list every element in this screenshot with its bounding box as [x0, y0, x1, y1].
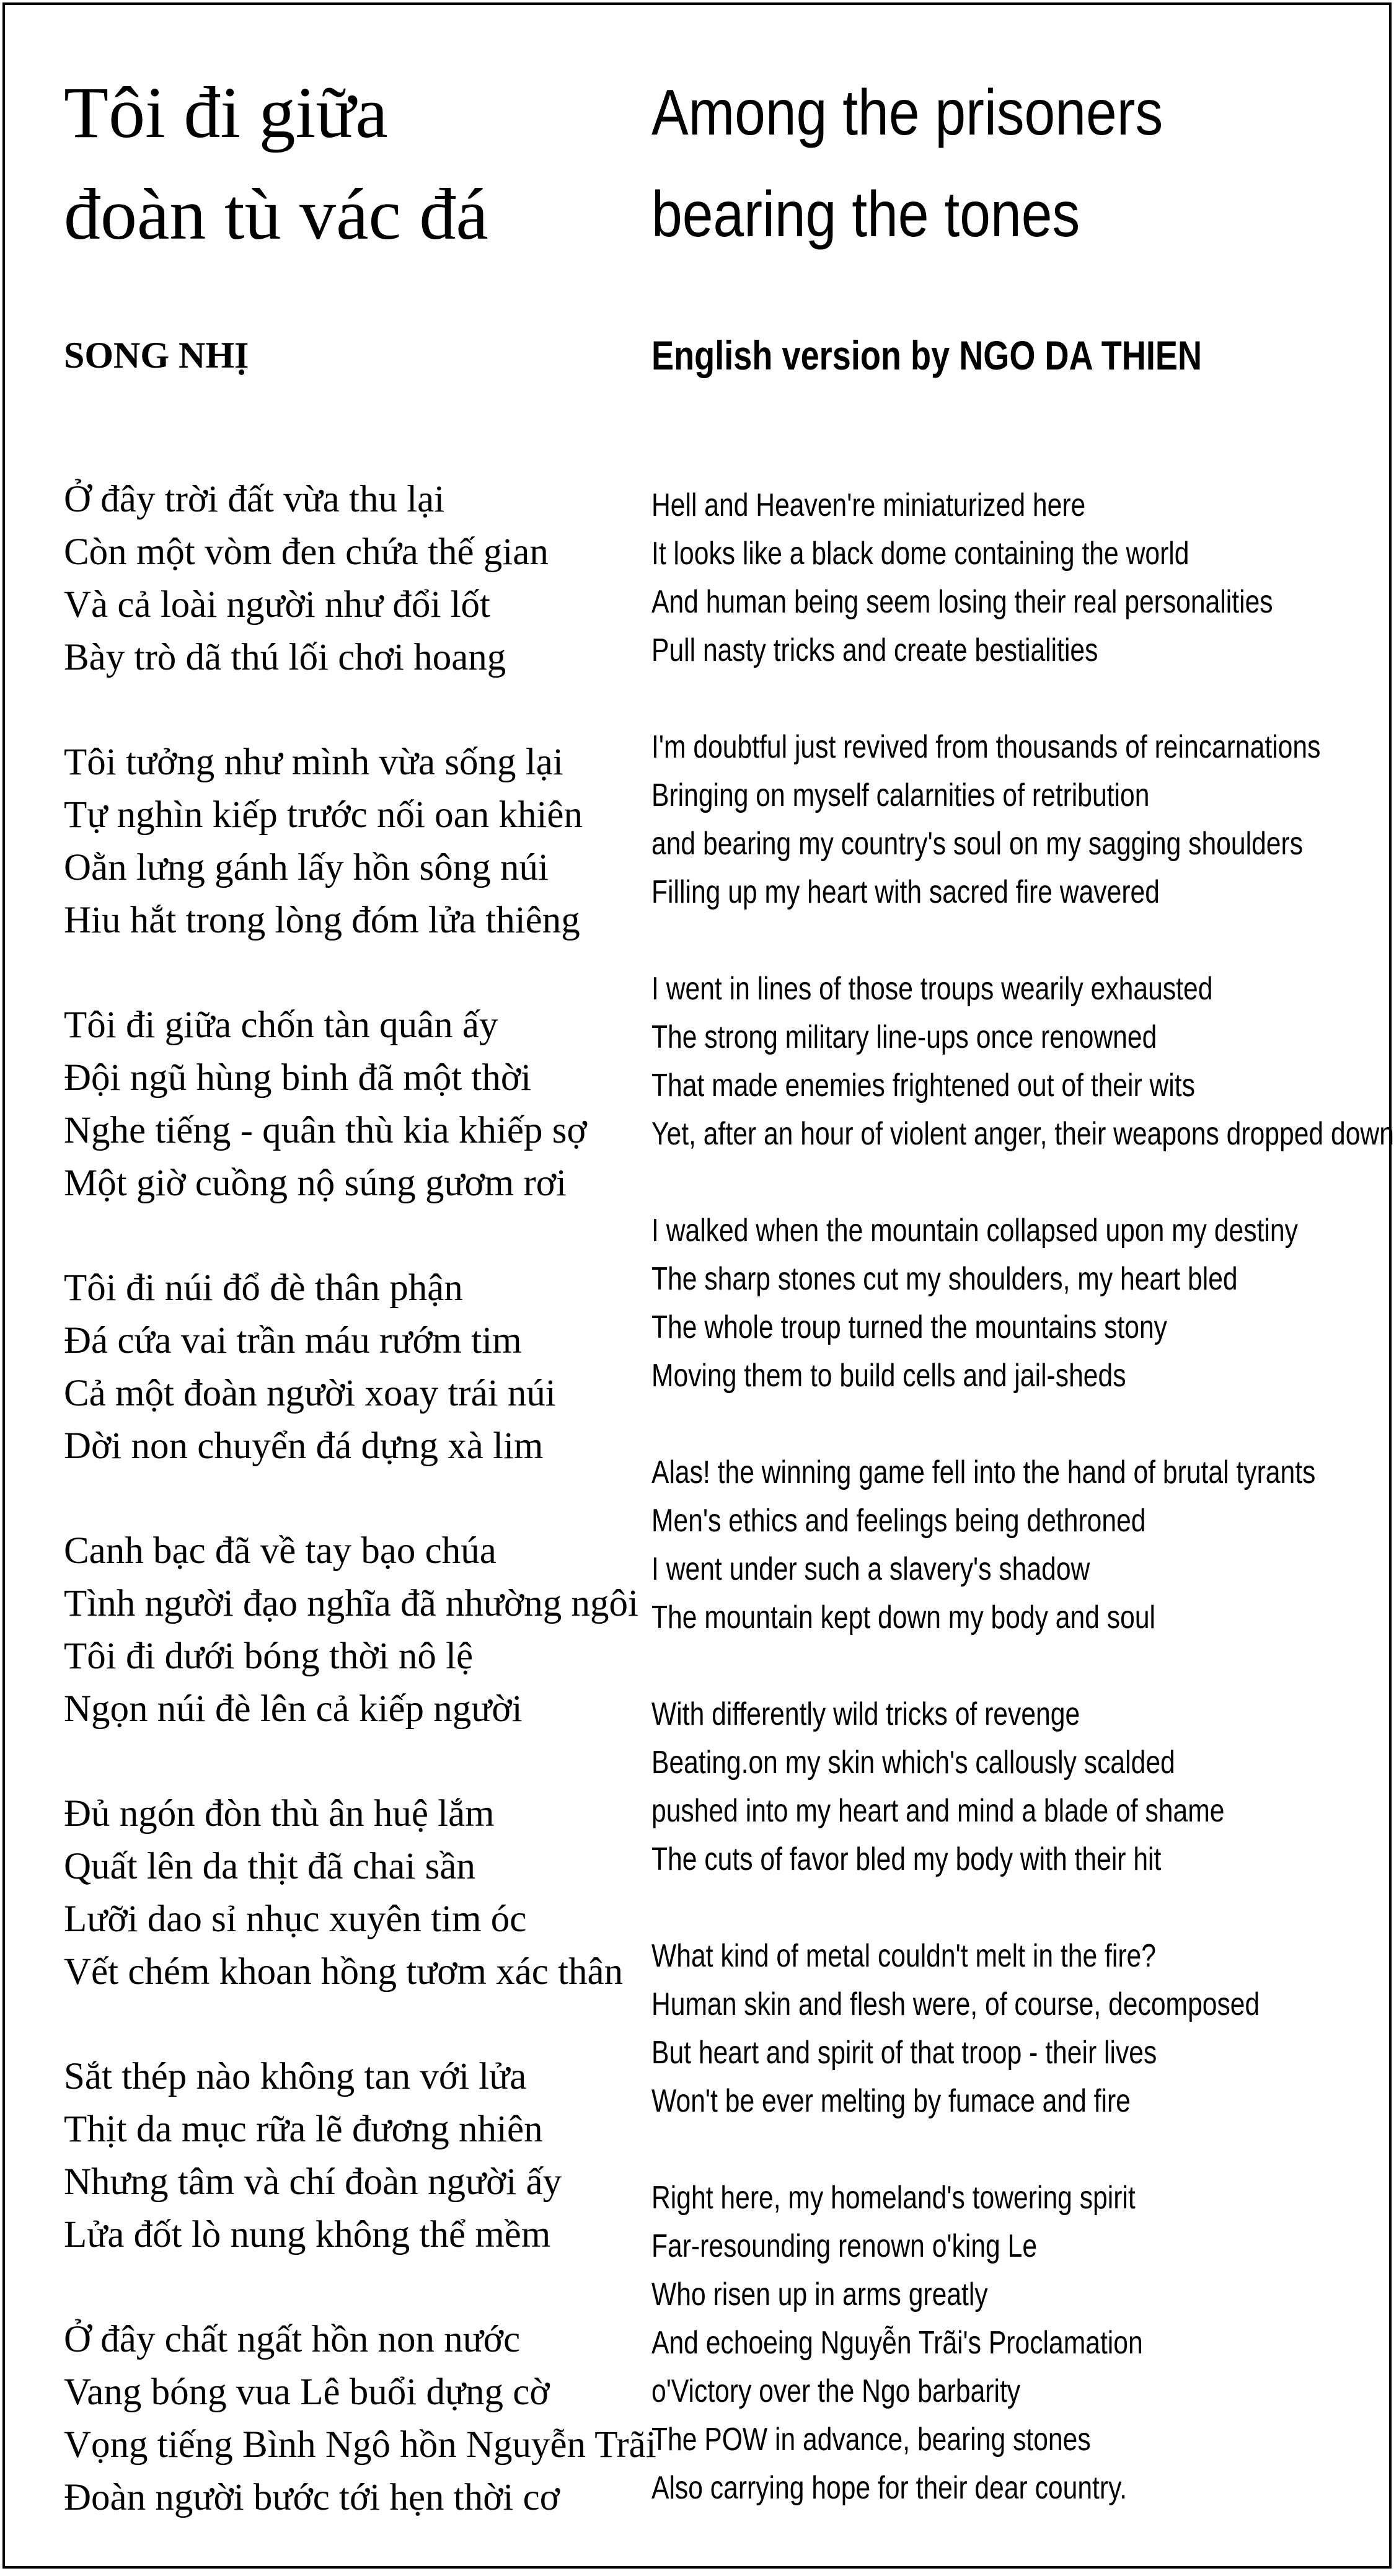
- english-poem-line: It looks like a black dome containing the world: [651, 536, 1189, 572]
- vietnamese-poem-line: Thịt da mục rữa lẽ đương nhiên: [64, 2109, 543, 2150]
- english-poem-line: Won't be ever melting by fumace and fire: [651, 2083, 1131, 2119]
- english-poem-line: The sharp stones cut my shoulders, my heart bled: [651, 1261, 1238, 1297]
- vietnamese-poem-line: Nghe tiếng - quân thù kia khiếp sợ: [64, 1110, 587, 1151]
- english-poem-line: Pull nasty tricks and create bestialities: [651, 632, 1098, 668]
- vietnamese-stanza: [64, 999, 587, 1210]
- english-stanza: [651, 2174, 1251, 2512]
- english-poem-line: and bearing my country's soul on my sagging shoulders: [651, 826, 1304, 862]
- english-poem-line: The strong military line-ups once renowned: [651, 1019, 1157, 1055]
- english-poem-line: With differently wild tricks of revenge: [651, 1696, 1080, 1732]
- english-poem-line: The mountain kept down my body and soul: [651, 1600, 1156, 1635]
- english-poem-line: But heart and spirit of that troop - their lives: [651, 2035, 1157, 2071]
- vietnamese-poem-line: Dời non chuyển đá dựng xà lim: [64, 1425, 544, 1467]
- english-poem-line: Far-resounding renown o'king Le: [651, 2228, 1038, 2264]
- vietnamese-stanza: [64, 1787, 623, 1998]
- vietnamese-poem-line: Lửa đốt lò nung không thể mềm: [64, 2214, 551, 2255]
- vietnamese-poem-line: Vết chém khoan hồng tươm xác thân: [64, 1951, 624, 1993]
- english-poem-line: The whole troup turned the mountains stony: [651, 1309, 1167, 1345]
- english-poem-line: Beating.on my skin which's callously scalded: [651, 1745, 1175, 1781]
- vietnamese-poem-line: Hiu hắt trong lòng đóm lửa thiêng: [64, 900, 580, 941]
- english-poem-line: I'm doubtful just revived from thousands of reincarnations: [651, 729, 1321, 765]
- english-translator-credit: English version by NGO DA THIEN: [651, 332, 1203, 378]
- english-stanza: [651, 1206, 1399, 1400]
- english-poem-line: Filling up my heart with sacred fire wavered: [651, 874, 1160, 910]
- vietnamese-poem-line: Đá cứa vai trần máu rướm tim: [64, 1320, 522, 1361]
- english-title-line-1: Among the prisoners: [651, 77, 1163, 149]
- english-poem-line: Right here, my homeland's towering spirit: [651, 2180, 1136, 2216]
- english-poem-line: Yet, after an hour of violent anger, their weapons dropped down: [651, 1116, 1394, 1152]
- english-poem-line: I went under such a slavery's shadow: [651, 1551, 1090, 1587]
- english-stanza: [651, 481, 1399, 675]
- english-poem-line: And echoeing Nguyễn Trãi's Proclamation: [651, 2325, 1143, 2361]
- english-poem-line: I went in lines of those troups wearily exhausted: [651, 971, 1213, 1007]
- english-poem-line: I walked when the mountain collapsed upon my destiny: [651, 1213, 1298, 1249]
- vietnamese-poem-line: Oằn lưng gánh lấy hồn sông núi: [64, 847, 549, 888]
- english-stanza: [651, 723, 1399, 916]
- vietnamese-poem-line: Vọng tiếng Bình Ngô hồn Nguyễn Trãi: [64, 2424, 656, 2466]
- english-poem-line: Men's ethics and feelings being dethroned: [651, 1503, 1146, 1539]
- english-title: [651, 62, 1163, 265]
- vietnamese-poem-line: Tôi đi giữa chốn tàn quân ấy: [64, 1004, 498, 1046]
- vietnamese-author: SONG NHỊ: [64, 335, 249, 376]
- english-poem-line: Moving them to build cells and jail-sheds: [651, 1358, 1126, 1394]
- vietnamese-stanza: [64, 736, 583, 947]
- vietnamese-title-line-2: đoàn tù vác đá: [64, 174, 488, 255]
- page-frame: [2, 2, 1392, 2569]
- vietnamese-poem-line: Vang bóng vua Lê buổi dựng cờ: [64, 2371, 550, 2413]
- vietnamese-poem-line: Ở đây chất ngất hồn non nước: [64, 2319, 521, 2360]
- english-stanza: [651, 1932, 1393, 2125]
- vietnamese-poem-line: Đủ ngón đòn thù ân huệ lắm: [64, 1793, 495, 1835]
- vietnamese-title-line-1: Tôi đi giữa: [64, 72, 388, 153]
- vietnamese-poem-line: Tôi đi núi đổ đè thân phận: [64, 1267, 463, 1309]
- vietnamese-poem-line: Đoàn người bước tới hẹn thời cơ: [64, 2477, 560, 2518]
- vietnamese-poem-line: Ở đây trời đất vừa thu lại: [64, 479, 445, 520]
- english-poem-line: What kind of metal couldn't melt in the fire?: [651, 1938, 1156, 1974]
- vietnamese-stanza: [64, 1262, 556, 1472]
- english-poem-line: Also carrying hope for their dear country.: [651, 2470, 1128, 2506]
- english-poem-line: o'Victory over the Ngo barbarity: [651, 2373, 1021, 2409]
- english-poem-line: pushed into my heart and mind a blade of shame: [651, 1793, 1225, 1829]
- english-poem-line: Human skin and flesh were, of course, decomposed: [651, 1986, 1260, 2022]
- vietnamese-poem-line: Tự nghìn kiếp trước nối oan khiên: [64, 794, 583, 836]
- english-title-line-2: bearing the tones: [651, 179, 1080, 250]
- english-poem-line: That made enemies frightened out of their wits: [651, 1068, 1195, 1104]
- vietnamese-title: [64, 62, 488, 265]
- english-poem-line: And human being seem losing their real personalities: [651, 584, 1273, 620]
- english-stanza: [651, 1690, 1350, 1883]
- vietnamese-poem-line: Tôi đi dưới bóng thời nô lệ: [64, 1635, 474, 1677]
- english-stanza: [651, 965, 1399, 1158]
- english-stanza: [651, 1448, 1399, 1642]
- english-poem-line: Who risen up in arms greatly: [651, 2277, 988, 2313]
- english-poem-line: Hell and Heaven're miniaturized here: [651, 487, 1086, 523]
- vietnamese-poem-line: Đội ngũ hùng binh đã một thời: [64, 1057, 532, 1099]
- vietnamese-stanza: [64, 2050, 562, 2261]
- vietnamese-poem-line: Quất lên da thịt đã chai sần: [64, 1846, 476, 1887]
- vietnamese-poem-line: Một giờ cuồng nộ súng gươm rơi: [64, 1162, 567, 1204]
- vietnamese-stanza: [64, 473, 549, 684]
- vietnamese-stanza: [64, 1525, 638, 1735]
- vietnamese-stanza: [64, 2313, 656, 2524]
- english-poem-line: Alas! the winning game fell into the hand of brutal tyrants: [651, 1454, 1316, 1490]
- english-poem-line: The cuts of favor bled my body with their hit: [651, 1841, 1162, 1877]
- vietnamese-poem-line: Và cả loài người như đổi lốt: [64, 584, 490, 626]
- vietnamese-poem-line: Lưỡi dao sỉ nhục xuyên tim óc: [64, 1898, 527, 1940]
- vietnamese-poem-line: Ngọn núi đè lên cả kiếp người: [64, 1688, 523, 1730]
- english-poem-line: Bringing on myself calarnities of retribution: [651, 777, 1150, 813]
- vietnamese-poem-line: Tình người đạo nghĩa đã nhường ngôi: [64, 1583, 638, 1624]
- vietnamese-poem-line: Còn một vòm đen chứa thế gian: [64, 531, 549, 573]
- vietnamese-poem-line: Cả một đoàn người xoay trái núi: [64, 1373, 556, 1414]
- vietnamese-poem-line: Sắt thép nào không tan với lửa: [64, 2056, 527, 2097]
- vietnamese-poem-line: Canh bạc đã về tay bạo chúa: [64, 1530, 496, 1572]
- vietnamese-poem-line: Tôi tưởng như mình vừa sống lại: [64, 741, 563, 783]
- vietnamese-poem-line: Nhưng tâm và chí đoàn người ấy: [64, 2161, 562, 2203]
- english-poem-line: The POW in advance, bearing stones: [651, 2422, 1091, 2458]
- vietnamese-poem-line: Bày trò dã thú lối chơi hoang: [64, 637, 506, 678]
